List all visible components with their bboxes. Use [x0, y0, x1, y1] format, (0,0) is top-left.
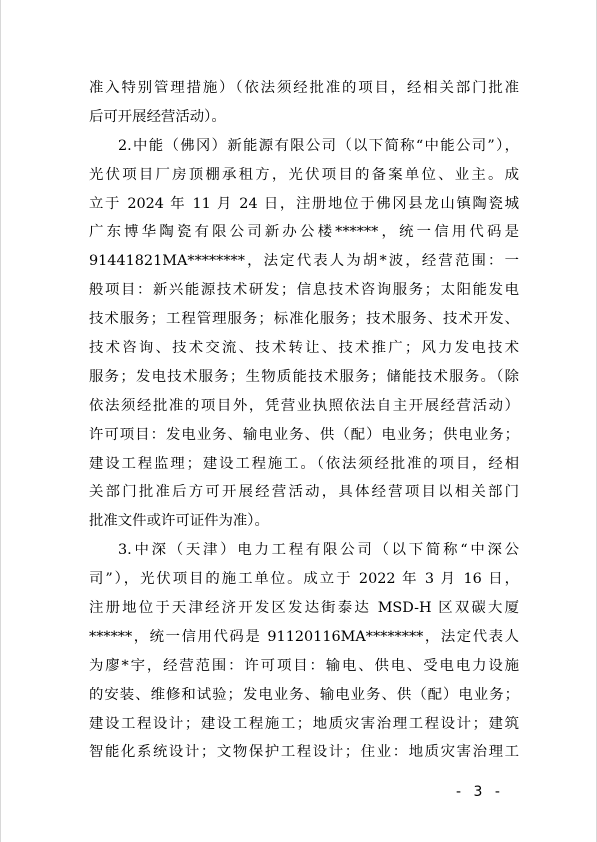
body-line: 为廖*宇，经营范围：许可项目：输电、供电、受电电力设施	[89, 657, 519, 674]
body-line: 智能化系统设计；文物保护工程设计；住业：地质灾害治理工	[89, 744, 519, 761]
paragraph-2-first-line: 2.中能（佛冈）新能源有限公司（以下简称“中能公司”），	[118, 137, 519, 154]
body-line: 技术咨询、技术交流、技术转让、技术推广；风力发电技术	[89, 340, 519, 357]
body-line: ******，统一信用代码是 91120116MA********，法定代表人	[89, 628, 519, 645]
body-line: 建设工程设计；建设工程施工；地质灾害治理工程设计；建筑	[89, 715, 519, 732]
page-number: - 3 -	[456, 784, 504, 800]
body-line: 关部门批准后方可开展经营活动，具体经营项目以相关部门	[89, 484, 519, 501]
document-body	[89, 74, 519, 767]
body-line: 许可项目：发电业务、输电业务、供（配）电业务；供电业务；	[89, 426, 519, 443]
body-line: 服务；发电技术服务；生物质能技术服务；储能技术服务。（除	[89, 368, 519, 385]
body-line: 建设工程监理；建设工程施工。（依法须经批准的项目，经相	[89, 455, 519, 472]
body-line: 91441821MA********，法定代表人为胡*波，经营范围：一	[89, 253, 519, 270]
body-line: 立于 2024 年 11 月 24 日，注册地位于佛冈县龙山镇陶瓷城	[89, 195, 519, 212]
body-line: 技术服务；工程管理服务；标准化服务；技术服务、技术开发、	[89, 311, 519, 328]
paragraph-3-first-line: 3.中深（天津）电力工程有限公司（以下简称“中深公	[118, 542, 519, 559]
body-line: 准入特别管理措施）（依法须经批准的项目，经相关部门批准	[89, 80, 519, 96]
body-line: 注册地位于天津经济开发区发达街泰达 MSD-H 区双碳大厦	[89, 600, 519, 617]
body-line: 般项目：新兴能源技术研发；信息技术咨询服务；太阳能发电	[89, 282, 519, 299]
body-line: 依法须经批准的项目外，凭营业执照依法自主开展经营活动）	[89, 397, 519, 414]
body-line: 后可开展经营活动）。	[89, 108, 226, 125]
body-line: 光伏项目厂房顶棚承租方，光伏项目的备案单位、业主。成	[89, 166, 519, 183]
body-line: 的安装、维修和试验；发电业务、输电业务、供（配）电业务；	[89, 686, 519, 703]
body-line: 广东博华陶瓷有限公司新办公楼******，统一信用代码是	[89, 224, 519, 241]
body-line: 司”），光伏项目的施工单位。成立于 2022 年 3 月 16 日，	[89, 571, 519, 588]
body-line: 批准文件或许可证件为准）。	[89, 513, 269, 530]
